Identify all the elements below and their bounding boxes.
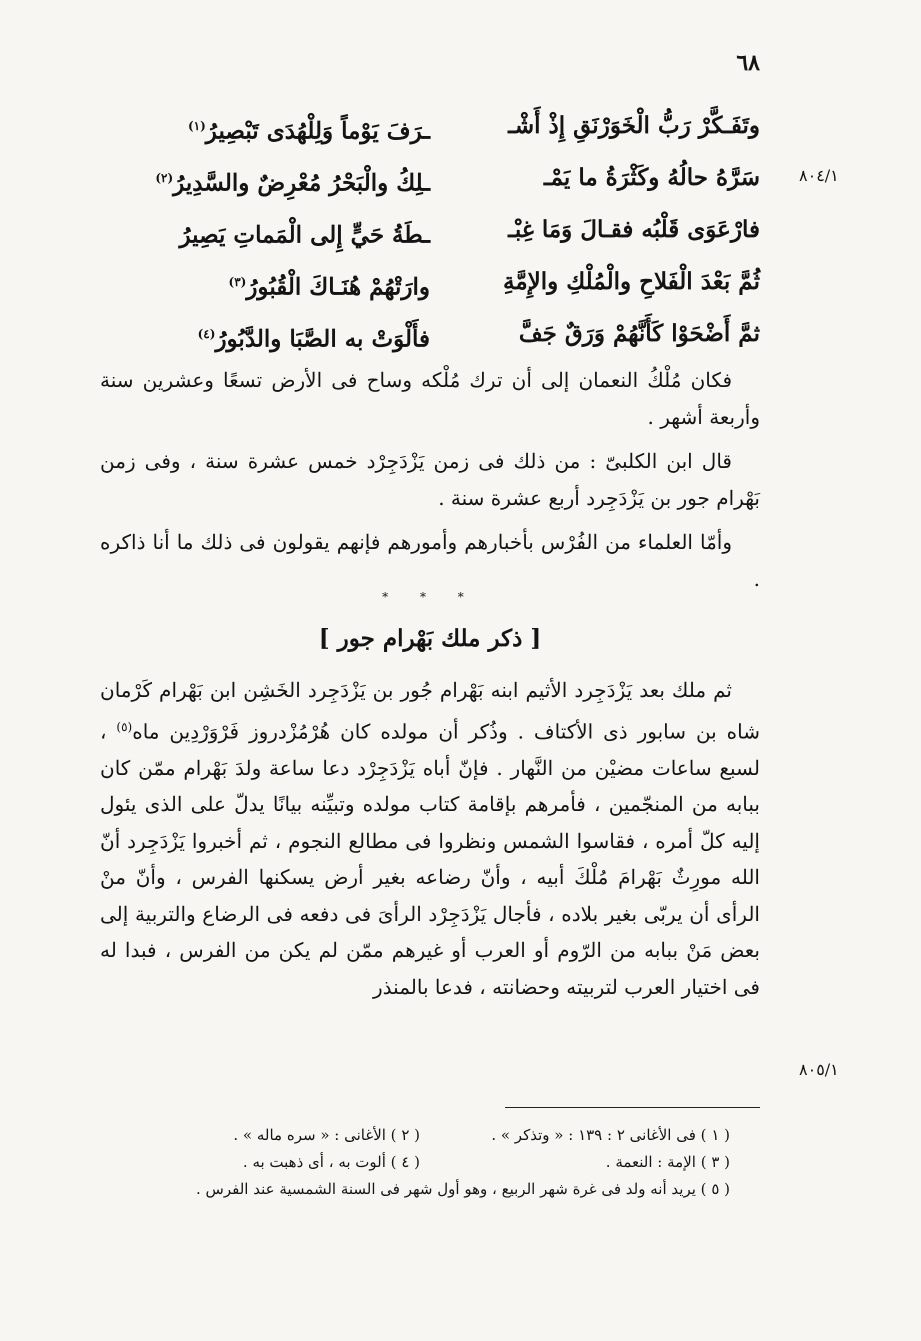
verse-line <box>100 100 760 152</box>
verse-second-hemistich: ـلِكُ والْبَحْرُ مُعْرِضٌ والسَّدِيرُ$^{(٢)}$ <box>155 169 430 197</box>
margin-reference: ٨٠٥/١ <box>799 1060 839 1079</box>
verse-second-hemistich: ـطَةُ حَيٍّ إِلى الْمَماتِ يَصِيرُ <box>179 221 430 249</box>
section-text <box>100 672 760 1005</box>
verse-second-hemistich: ـرَفَ يَوْماً وَلِلْهُدَى تَبْصِيرُ$^{(١)}$ <box>187 117 430 145</box>
verse-line <box>100 204 760 256</box>
section-title: [ ذكر ملك بَهْرام جور ] <box>318 625 542 652</box>
page-number: ٦٨ <box>736 50 760 76</box>
footnote: ( ٤ ) ألوت به ، أى ذهبت به . <box>242 1153 420 1171</box>
section-separator: * * * <box>382 590 478 604</box>
footnote: ( ٥ ) يريد أنه ولد فى غرة شهر الربيع ، وهو أول شهر فى السنة الشمسية عند الفرس . <box>196 1180 730 1198</box>
footnote-row <box>150 1122 730 1149</box>
verse-line <box>100 256 760 308</box>
footnote-row <box>150 1149 730 1176</box>
verse-first-hemistich: سَرَّهُ حالُهُ وكَثْرَةُ ما يَمْـ <box>543 164 760 191</box>
footnote-marker: (٥) <box>116 719 133 734</box>
footnote-marker: (١) <box>187 119 206 133</box>
footnote-row <box>150 1176 730 1203</box>
footnote-divider <box>505 1107 760 1108</box>
narrative-text <box>100 362 760 597</box>
footnote: ( ٣ ) الإمة : النعمة . <box>605 1153 730 1171</box>
verse-second-hemistich: فأَلْوَتْ به الصَّبَا والدَّبُورُ$^{(٤)}$ <box>197 325 430 353</box>
footnote: ( ٢ ) الأغانى : « سره ماله » . <box>233 1126 420 1144</box>
verse-line <box>100 152 760 204</box>
paragraph: فكان مُلْكُ النعمان إلى أن ترك مُلْكه وساح فى الأرض تسعًا وعشرين سنة وأربعة أشهر . <box>100 368 760 429</box>
paragraph: ثم ملك بعد يَزْدَجِرد الأثيم ابنه بَهْرام جُور بن يَزْدَجِرد الخَشِن ابن بَهْرام كَرْمان شاه بن سابور ذى الأكتاف . وذُكر أن مولده كان هُرْمُزْدروز فَرْوَرْدِين ماه$^{(٥)}$ ، لسبع ساعات مضيْن من النَّهار . فإنّ أباه يَزْدَجِرْد دعا ساعة ولدَ بَهْرام ممّن كان ببابه من المنجّمين ، فأمرهم بإقامة كتاب مولده وتبيِّنه بيانًا يدلّ على الذى يئول إليه كلّ أمره ، فقاسوا الشمس ونظروا فى مطالع النجوم ، ثم أخبروا يَزْدَجِرد أنّ الله مورِثٌ بَهْرامَ مُلْكَ أبيه ، وأنّ رضاعه بغير أرض يسكنها الفرس ، وأنّ منْ الرأى أن يربّى بغير بلاده ، فأجال يَزْدَجِرْد الرأىَ فى دفعه فى الرضاع والتربية إلى بعض مَنْ ببابه من الرّوم أو العرب أو غيرهم ممّن لم يكن من الفرس ، فبدا له فى اختيار العرب لتربيته وحضانته ، فدعا بالمنذر <box>100 678 760 999</box>
verse-line <box>100 308 760 360</box>
verse-first-hemistich: فارْعَوَى قَلْبُه فقـالَ وَمَا غِبْـ <box>508 216 760 243</box>
margin-reference: ٨٠٤/١ <box>799 166 839 185</box>
paragraph: وأمّا العلماء من الفُرْس بأخبارهم وأمورهم فإنهم يقولون فى ذلك ما أنا ذاكره . <box>100 530 760 591</box>
verse-first-hemistich: ثمَّ أَضْحَوْا كَأَنَّهُمْ وَرَقٌ جَفَّ <box>518 320 760 347</box>
paragraph: قال ابن الكلبىّ : من ذلك فى زمن يَزْدَجِرْد خمس عشرة سنة ، وفى زمن بَهْرام جور بن يَزْدَجِرد أربع عشرة سنة . <box>100 449 760 510</box>
footnote: ( ١ ) فى الأغانى ٢ : ١٣٩ : « وتذكر » . <box>491 1126 730 1144</box>
verse-second-hemistich: وارَتْهُمْ هُنَـاكَ الْقُبُورُ$^{(٣)}$ <box>228 273 430 301</box>
footnote-marker: (٢) <box>155 171 174 185</box>
verse-first-hemistich: وتَفَـكَّرْ رَبُّ الْخَوَرْنَقِ إِذْ أَشْـ <box>508 112 760 139</box>
footnotes <box>150 1122 730 1203</box>
footnote-marker: (٣) <box>228 275 247 289</box>
poem-verses <box>100 100 760 360</box>
footnote-marker: (٤) <box>197 327 216 341</box>
verse-first-hemistich: ثُمَّ بَعْدَ الْفَلاحِ والْمُلْكِ والإِمَّةِ <box>503 268 760 295</box>
